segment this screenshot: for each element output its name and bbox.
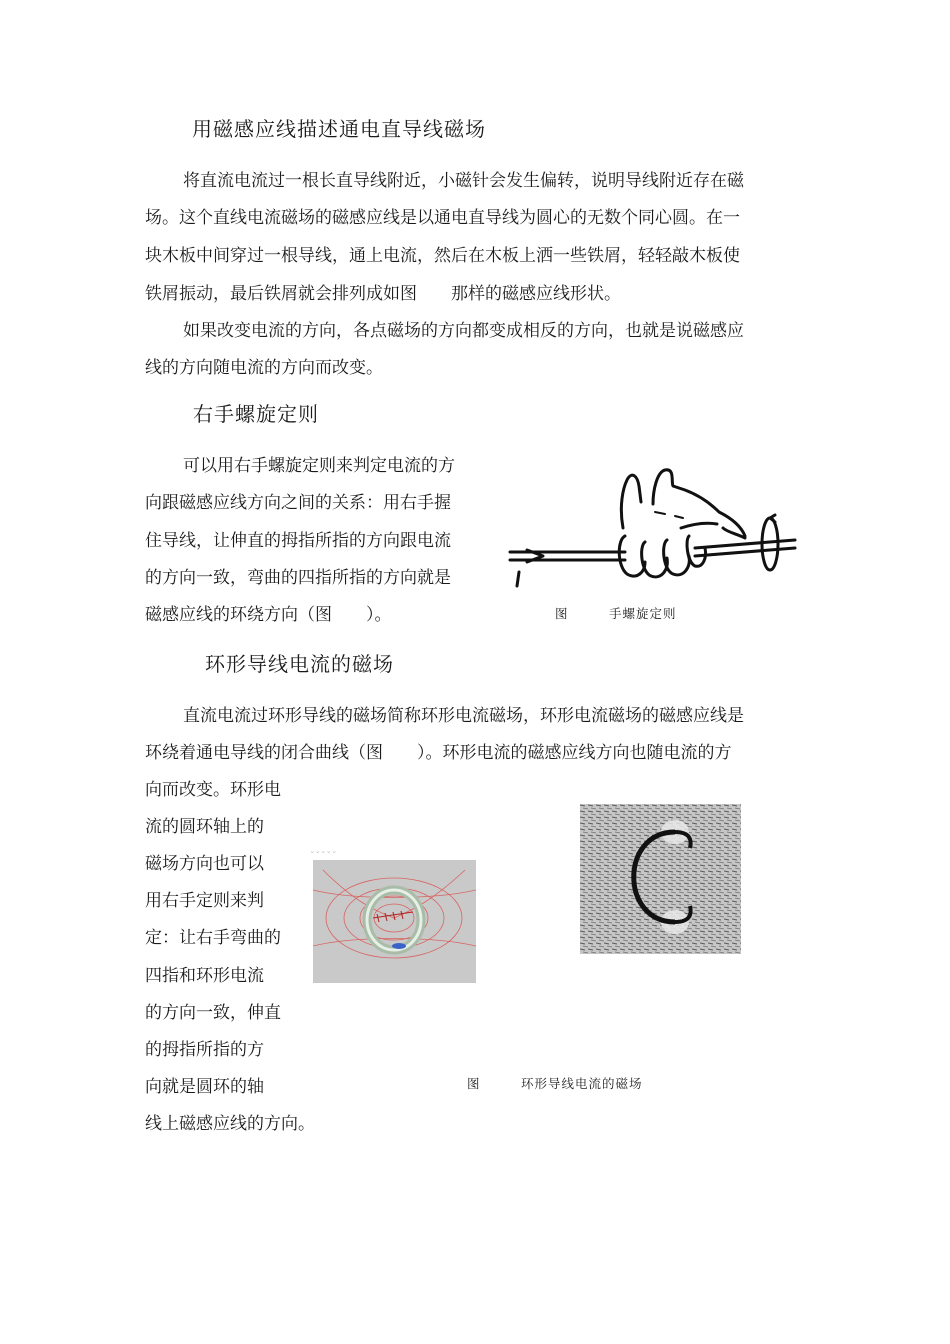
paragraph-line: 向跟磁感应线方向之间的关系：用右手握 — [145, 493, 451, 513]
faint-artifact: ˇˇˇˇˇ — [310, 852, 338, 862]
paragraph-line: 块木板中间穿过一根导线，通上电流，然后在木板上洒一些铁屑，轻轻敲木板使 — [145, 246, 740, 266]
paragraph-line: 的方向一致，伸直 — [145, 1003, 281, 1023]
right-hand-grip-figure — [505, 462, 800, 592]
paragraph-line: 住导线，让伸直的拇指所指的方向跟电流 — [145, 531, 451, 551]
paragraph-line: 场。这个直线电流磁场的磁感应线是以通电直导线为圆心的无数个同心圆。在一 — [145, 208, 740, 228]
paragraph-line: 向而改变。环形电 — [145, 780, 281, 800]
paragraph-line: 线上磁感应线的方向。 — [145, 1114, 315, 1134]
heading-straight-wire: 用磁感应线描述通电直导线磁场 — [192, 117, 486, 141]
paragraph-line: 向就是圆环的轴 — [145, 1077, 264, 1097]
ring-field-lines-figure — [313, 860, 476, 983]
paragraph-line: 磁感应线的环绕方向（图 ）。 — [145, 605, 392, 625]
paragraph-line: 的方向一致，弯曲的四指所指的方向就是 — [145, 568, 451, 588]
paragraph-line: 将直流电流过一根长直导线附近，小磁针会发生偏转，说明导线附近存在磁 — [183, 171, 744, 191]
paragraph-line: 的拇指所指的方 — [145, 1040, 264, 1060]
paragraph-line: 四指和环形电流 — [145, 966, 264, 986]
paragraph-line: 铁屑振动，最后铁屑就会排列成如图 那样的磁感应线形状。 — [145, 284, 621, 304]
paragraph-line: 可以用右手螺旋定则来判定电流的方 — [183, 456, 455, 476]
paragraph-line: 直流电流过环形导线的磁场简称环形电流磁场，环形电流磁场的磁感应线是 — [183, 706, 744, 726]
figure-caption: 图 环形导线电流的磁场 — [467, 1076, 643, 1091]
paragraph-line: 环绕着通电导线的闭合曲线（图 ）。环形电流的磁感应线方向也随电流的方 — [145, 743, 732, 763]
paragraph-line: 流的圆环轴上的 — [145, 817, 264, 837]
paragraph-line: 用右手定则来判 — [145, 891, 264, 911]
heading-right-hand-rule: 右手螺旋定则 — [193, 402, 319, 426]
paragraph-line: 磁场方向也可以 — [145, 854, 264, 874]
heading-loop-current: 环形导线电流的磁场 — [205, 652, 394, 676]
paragraph-line: 如果改变电流的方向，各点磁场的方向都变成相反的方向，也就是说磁感应 — [183, 321, 744, 341]
paragraph-line: 线的方向随电流的方向而改变。 — [145, 358, 383, 378]
iron-filings-ring-photo — [580, 804, 741, 954]
figure-caption: 图 手螺旋定则 — [555, 606, 677, 621]
paragraph-line: 定：让右手弯曲的 — [145, 928, 281, 948]
